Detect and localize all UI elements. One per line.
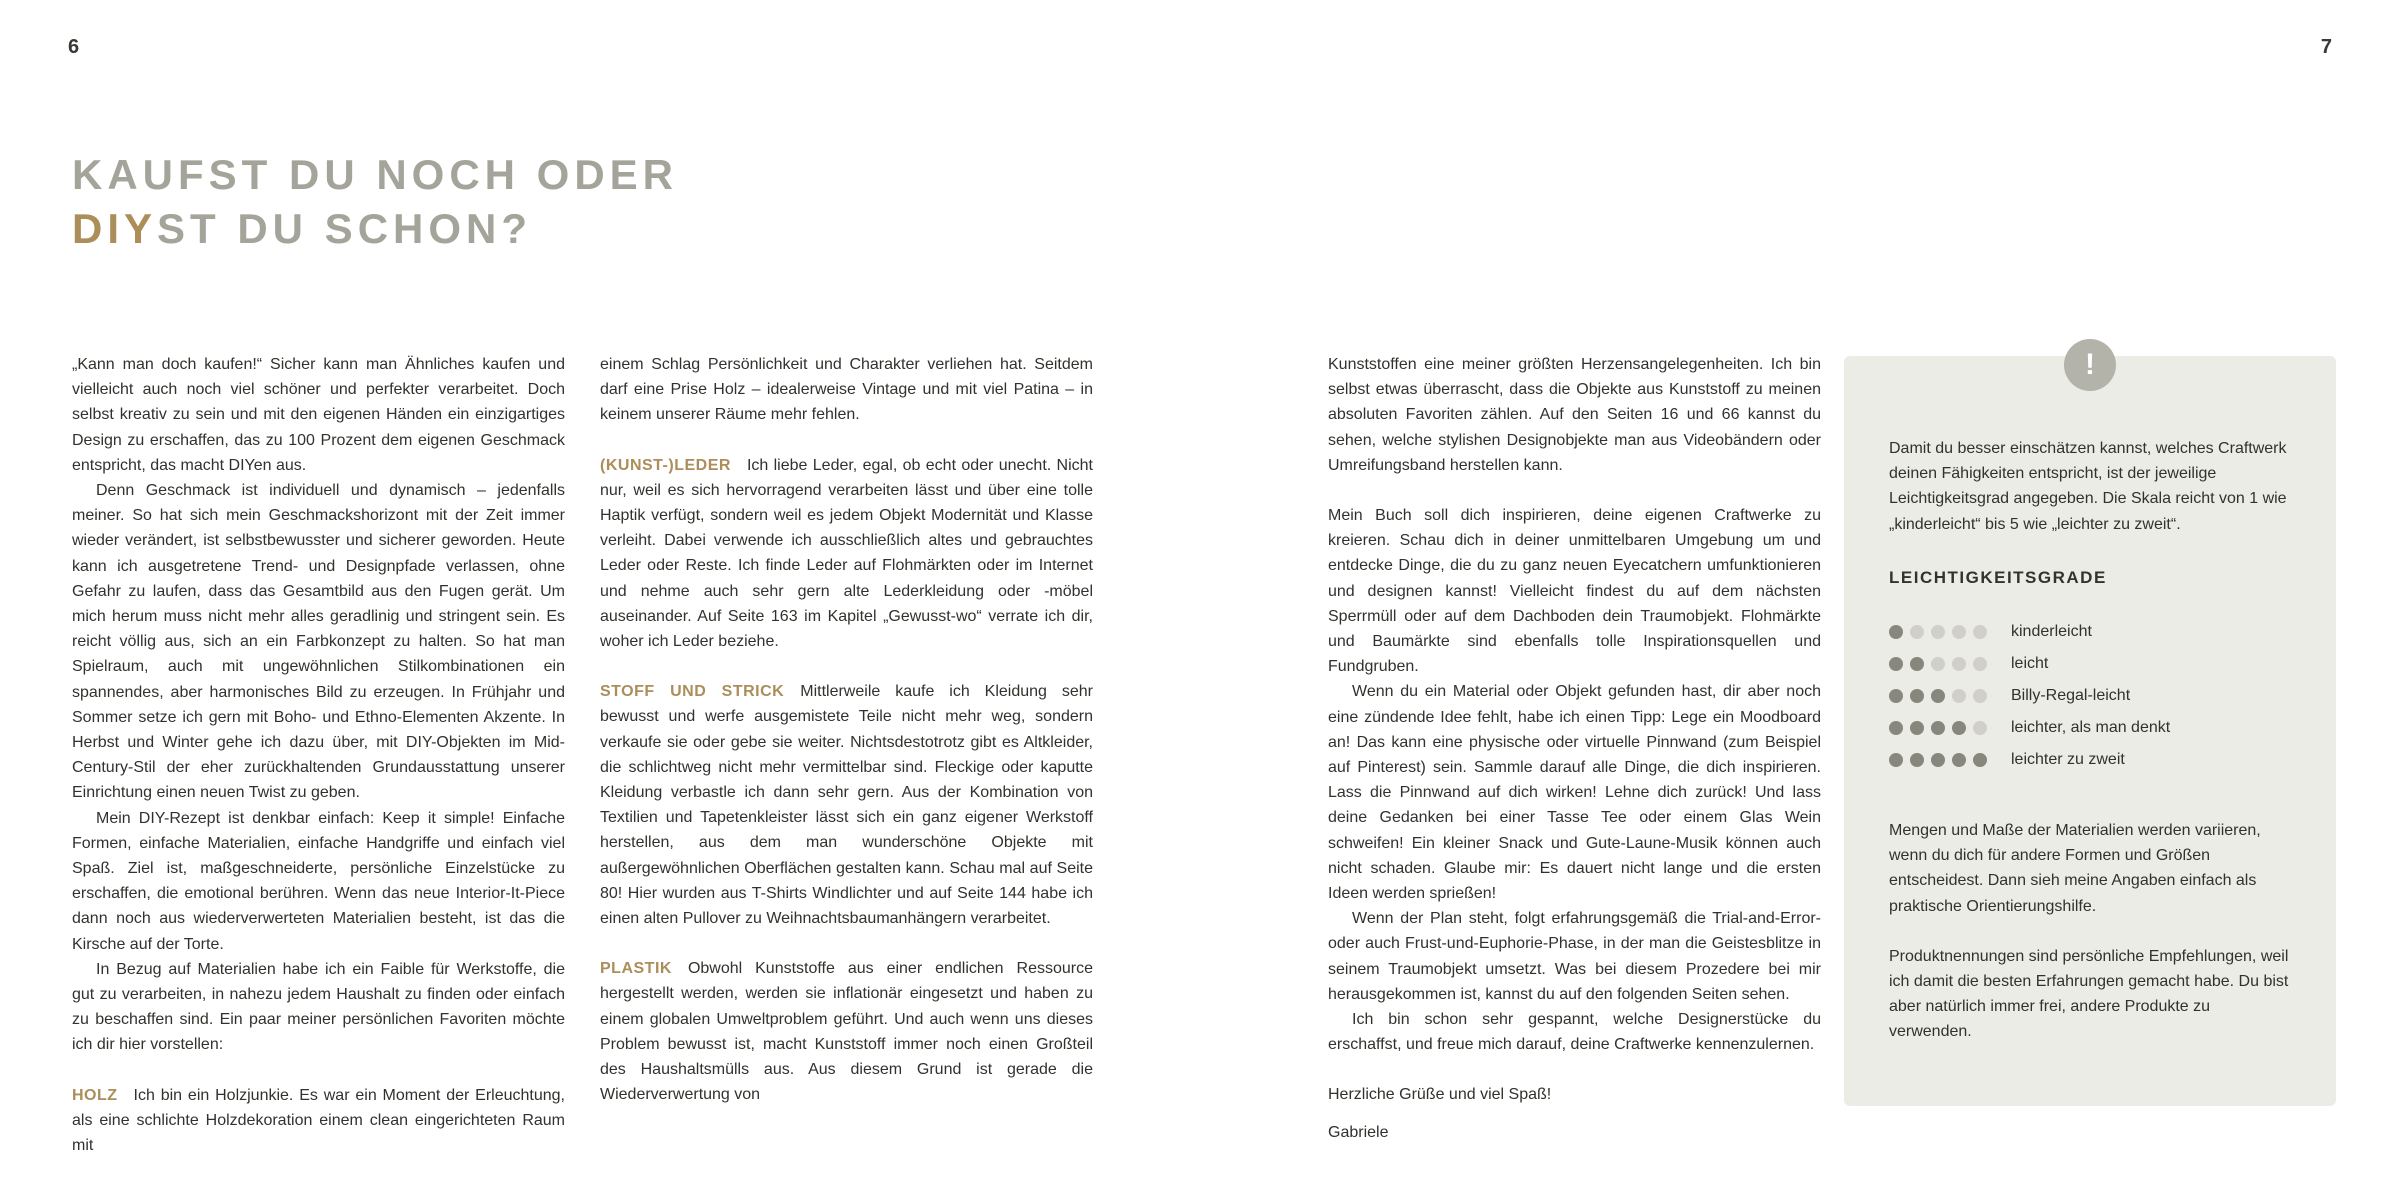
paragraph: In Bezug auf Materialien habe ich ein Faible für Werkstoffe, die gut zu verarbeiten, in nahezu jedem Haushalt zu finden oder einfach zu beschaffen sind. Ein paar meiner persönlichen Favoriten möchte ich dir hier vorstellen: xyxy=(72,960,565,1054)
paragraph-text: Obwohl Kunststoffe aus einer endlichen Ressource hergestellt werden, werden sie inflationär eingesetzt und haben zu einem globalen Umweltproblem geführt. Und auch wenn uns dieses Problem bewusst ist, macht Kunststoff immer noch einen Großteil des Haushaltsmülls aus. Aus diesem Grund ist gerade die Wiederverwertung von xyxy=(600,960,1093,1104)
dot-filled xyxy=(1973,753,1987,767)
difficulty-label: Billy-Regal-leicht xyxy=(2011,687,2131,705)
paragraph: Wenn du ein Material oder Objekt gefunden hast, dir aber noch eine zündende Idee fehlt, habe ich einen Tipp: Lege ein Moodboard an! Das kann eine physische oder virtuelle Pinnwand (zum Beispiel auf Pinterest) sein. Sammle darauf alle Dinge, die dich inspirieren. Lass die Pinnwand auf dich wirken! Lehne dich zurück! Und lass deine Gedanken bei einer Tasse Tee oder einem Glas Wein schweifen! Ein kleiner Snack und Gute-Laune-Musik können auch nicht schaden. Glaube mir: Es dauert nicht lange und die ersten Ideen werden sprießen! xyxy=(1328,683,1821,903)
dot-filled xyxy=(1889,721,1903,735)
paragraph: Mein DIY-Rezept ist denkbar einfach: Keep it simple! Einfache Formen, einfache Materialien, einfache Handgriffe und einfach viel Spaß. Ziel ist, maßgeschneiderte, persönliche Einzelstücke zu erschaffen, die emotional berühren. Wenn das neue Interior-It-Piece dann noch aus wiederverwerteten Materialien besteht, ist das die Kirsche auf der Torte. xyxy=(72,809,565,953)
chapter-title xyxy=(72,148,678,256)
dot-filled xyxy=(1931,721,1945,735)
paragraph: Wenn der Plan steht, folgt erfahrungsgemäß die Trial-and-Error- oder auch Frust-und-Euphorie-Phase, in der man die Geistesblitze in seinem Traumobjekt umsetzt. Was bei diesem Prozedere bei mir herausgekommen ist, kannst du auf den folgenden Seiten sehen. xyxy=(1328,910,1821,1003)
exclamation-icon xyxy=(2064,339,2116,391)
title-line-1: KAUFST DU NOCH ODER xyxy=(72,151,678,198)
dot-filled xyxy=(1910,689,1924,703)
dot-filled xyxy=(1889,657,1903,671)
paragraph: „Kann man doch kaufen!“ Sicher kann man Ähnliches kaufen und vielleicht auch noch viel schöner und perfekter verarbeitet. Doch selbst kreativ zu sein und mit den eigenen Händen ein einzigartiges Design zu erschaffen, das zu 100 Prozent dem eigenen Geschmack entspricht, das macht DIYen aus. xyxy=(72,356,565,474)
dot-empty xyxy=(1973,689,1987,703)
text-column-1 xyxy=(72,352,565,1158)
dot-empty xyxy=(1910,625,1924,639)
difficulty-label: leicht xyxy=(2011,655,2049,673)
title-line-2: ST DU SCHON? xyxy=(157,205,533,252)
difficulty-dots xyxy=(1889,625,2001,639)
page-number-right: 7 xyxy=(2320,36,2332,58)
dot-empty xyxy=(1952,689,1966,703)
dot-filled xyxy=(1952,753,1966,767)
difficulty-row xyxy=(1889,648,2291,680)
difficulty-label: leichter, als man denkt xyxy=(2011,719,2171,737)
sidebar-heading: LEICHTIGKEITSGRADE xyxy=(1889,567,2107,587)
difficulty-scale xyxy=(1889,616,2291,776)
paragraph-plastik xyxy=(600,956,1093,1107)
dot-empty xyxy=(1973,657,1987,671)
paragraph: einem Schlag Persönlichkeit und Charakter verliehen hat. Seitdem darf eine Prise Holz – idealerweise Vintage und mit viel Patina – in keinem unserer Räume mehr fehlen. xyxy=(600,356,1093,424)
dot-filled xyxy=(1889,625,1903,639)
dot-filled xyxy=(1910,753,1924,767)
sidebar-intro: Damit du besser einschätzen kannst, welches Craftwerk deinen Fähigkeiten entspricht, ist der jeweilige Leichtigkeitsgrad angegeben. Die Skala reicht von 1 wie „kinderleicht“ bis 5 wie „leichter zu zweit“. xyxy=(1889,440,2287,533)
author-signature: Gabriele xyxy=(1328,1123,1389,1141)
section-label-kunstleder: (KUNST-)LEDER xyxy=(600,456,731,474)
dot-empty xyxy=(1973,721,1987,735)
closing-greeting: Herzliche Grüße und viel Spaß! xyxy=(1328,1086,1552,1104)
paragraph: Kunststoffen eine meiner größten Herzensangelegenheiten. Ich bin selbst etwas überrascht, dass die Objekte aus Kunststoff zu meinen absoluten Favoriten zählen. Auf den Seiten 16 und 66 kannst du sehen, welche stylishen Designobjekte man aus Videobändern oder Umreifungsband herstellen kann. xyxy=(1328,356,1821,474)
dot-empty xyxy=(1931,625,1945,639)
dot-empty xyxy=(1931,657,1945,671)
dot-filled xyxy=(1952,721,1966,735)
exclamation-glyph: ! xyxy=(2085,348,2095,382)
difficulty-dots xyxy=(1889,657,2001,671)
paragraph: Denn Geschmack ist individuell und dynamisch – jedenfalls meiner. So hat sich mein Geschmackshorizont mit der Zeit immer wieder verändert, ist selbstbewusster und sicherer geworden. Heute kann ich ausgetretene Trend- und Designpfade verlassen, ohne Gefahr zu laufen, dass das Gesamtbild aus den Fugen gerät. Um mich herum muss nicht mehr alles geradlinig und stringent sein. Es reicht völlig aus, sich an ein Farbkonzept zu halten. So hat man Spielraum, auch mit ungewöhnlichen Stilkombinationen ein spannendes, aber harmonisches Bild zu erzeugen. In Frühjahr und Sommer setze ich gern mit Boho- und Ethno-Elementen Akzente. In Herbst und Winter gehe ich dazu über, mit DIY-Objekten im Mid-Century-Stil der eher zurückhaltenden Grundausstattung unserer Einrichtung einen neuen Twist zu geben. xyxy=(72,482,565,802)
sidebar-note: Produktnennungen sind persönliche Empfehlungen, weil ich damit die besten Erfahrungen gemacht habe. Du bist aber natürlich immer frei, andere Produkte zu verwenden. xyxy=(1889,947,2289,1041)
sidebar-note: Mengen und Maße der Materialien werden variieren, wenn du dich für andere Formen und Größen entscheidest. Dann sieh meine Angaben einfach als praktische Orientierungshilfe. xyxy=(1889,822,2261,915)
paragraph-text: Ich liebe Leder, egal, ob echt oder unecht. Nicht nur, weil es sich hervorragend verarbeiten lässt und über eine tolle Haptik verfügt, sondern weil es jedem Objekt Modernität und Klasse verleiht. Dabei verwende ich ausschließlich altes und gebrauchtes Leder oder Reste. Ich finde Leder auf Flohmärkten oder im Internet und nehme auch sehr gern alte Lederkleidung oder -möbel auseinander. Auf Seite 163 im Kapitel „Gewusst-wo“ verrate ich dir, woher ich Leder beziehe. xyxy=(600,456,1093,651)
text-column-3 xyxy=(1328,352,1821,1145)
difficulty-row xyxy=(1889,712,2291,744)
title-accent: DIY xyxy=(72,205,158,252)
difficulty-label: kinderleicht xyxy=(2011,623,2092,641)
difficulty-dots xyxy=(1889,721,2001,735)
dot-filled xyxy=(1889,753,1903,767)
text-column-2 xyxy=(600,352,1093,1107)
page-number-left: 6 xyxy=(68,36,80,58)
dot-empty xyxy=(1952,657,1966,671)
paragraph: Mein Buch soll dich inspirieren, deine eigenen Craftwerke zu kreieren. Schau dich in deiner unmittelbaren Umgebung um und entdecke Dinge, die du zu ganz neuen Eyecatchern umfunktionieren und designen kannst! Vielleicht findest du auf dem nächsten Sperrmüll oder auf dem Dachboden dein Traumobjekt. Flohmärkte und Baumärkte sind ebenfalls tolle Inspirationsquellen und Fundgruben. xyxy=(1328,507,1821,676)
dot-filled xyxy=(1931,689,1945,703)
dot-filled xyxy=(1910,721,1924,735)
difficulty-row xyxy=(1889,616,2291,648)
dot-filled xyxy=(1910,657,1924,671)
paragraph-stoff-und-strick xyxy=(600,679,1093,931)
paragraph-text: Ich bin ein Holzjunkie. Es war ein Moment der Erleuchtung, als eine schlichte Holzdekoration einem clean eingerichteten Raum mit xyxy=(72,1086,565,1155)
paragraph-text: Mittlerweile kaufe ich Kleidung sehr bewusst und werfe ausgemistete Teile nicht mehr weg, sondern verkaufe sie oder gebe sie weiter. Nichtsdestotrotz gibt es Altkleider, die schlichtweg nicht mehr vermittelbar sind. Fleckige oder kaputte Kleidung verbastle ich dann sehr gern. Aus der Kombination von Textilien und Tapetenkleister lässt sich ein ganz eigener Werkstoff herstellen, aus dem man wunderschöne Objekte mit außergewöhnlichen Oberflächen gestalten kann. Schau mal auf Seite 80! Hier wurden aus T-Shirts Windlichter und auf Seite 144 habe ich einen alten Pullover zu Weihnachtsbaumanhängern verarbeitet. xyxy=(600,683,1093,928)
dot-filled xyxy=(1931,753,1945,767)
dot-filled xyxy=(1889,689,1903,703)
section-label-stoff-und-strick: STOFF UND STRICK xyxy=(600,683,785,701)
paragraph: Ich bin schon sehr gespannt, welche Designerstücke du erschaffst, und freue mich darauf, deine Craftwerke kennenzulernen. xyxy=(1328,1011,1821,1054)
difficulty-row xyxy=(1889,680,2291,712)
difficulty-row xyxy=(1889,744,2291,776)
difficulty-info-box xyxy=(1844,348,2336,1106)
section-label-plastik: PLASTIK xyxy=(600,960,672,978)
dot-empty xyxy=(1973,625,1987,639)
paragraph-kunstleder xyxy=(600,453,1093,655)
section-label-holz: HOLZ xyxy=(72,1086,118,1104)
difficulty-dots xyxy=(1889,689,2001,703)
dot-empty xyxy=(1952,625,1966,639)
difficulty-label: leichter zu zweit xyxy=(2011,751,2125,769)
paragraph-holz xyxy=(72,1083,565,1159)
difficulty-dots xyxy=(1889,753,2001,767)
